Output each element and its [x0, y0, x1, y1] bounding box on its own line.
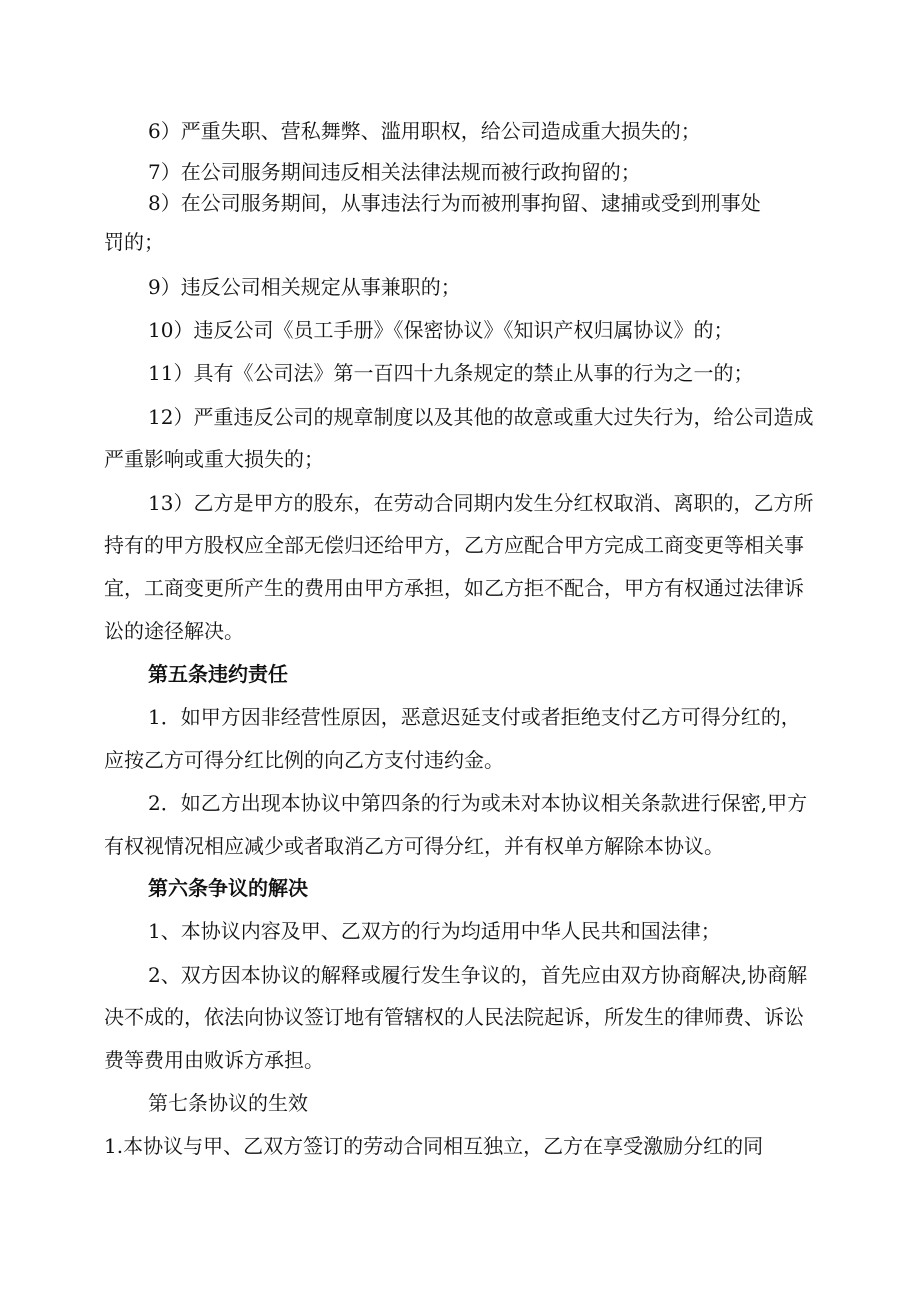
clause-item-11: 11）具有《公司法》第一百四十九条规定的禁止从事的行为之一的； [148, 361, 754, 385]
clause-item-13-line-4: 讼的途径解决。 [104, 619, 244, 643]
article-6-para-2-line-3: 费等费用由败诉方承担。 [104, 1048, 324, 1072]
article-6-para-1: 1、本协议内容及甲、乙双方的行为均适用中华人民共和国法律； [148, 919, 721, 943]
article-7-heading: 第七条协议的生效 [148, 1091, 308, 1115]
clause-item-12-line-1: 12）严重违反公司的规章制度以及其他的故意或重大过失行为，给公司造成 [148, 405, 814, 429]
article-6-heading: 第六条争议的解决 [148, 876, 308, 900]
clause-item-9: 9）违反公司相关规定从事兼职的； [148, 275, 461, 299]
clause-item-13-line-3: 宜，工商变更所产生的费用由甲方承担，如乙方拒不配合，甲方有权通过法律诉 [104, 576, 804, 600]
clause-item-8-line-2: 罚的； [104, 230, 164, 254]
clause-item-7: 7）在公司服务期间违反相关法律法规而被行政拘留的； [148, 160, 641, 184]
article-5-para-1-line-2: 应按乙方可得分红比例的向乙方支付违约金。 [104, 748, 504, 772]
clause-item-10: 10）违反公司《员工手册》《保密协议》《知识产权归属协议》的； [148, 318, 734, 342]
clause-item-13-line-2: 持有的甲方股权应全部无偿归还给甲方，乙方应配合甲方完成工商变更等相关事 [104, 533, 804, 557]
article-7-para-1-line-1: 1.本协议与甲、乙双方签订的劳动合同相互独立，乙方在享受激励分红的同 [104, 1134, 764, 1158]
article-5-para-2-line-1: 2．如乙方出现本协议中第四条的行为或未对本协议相关条款进行保密,甲方 [148, 791, 808, 815]
article-6-para-2-line-1: 2、双方因本协议的解释或履行发生争议的，首先应由双方协商解决,协商解 [148, 963, 808, 987]
article-6-para-2-line-2: 决不成的，依法向协议签订地有管辖权的人民法院起诉，所发生的律师费、诉讼 [104, 1005, 804, 1029]
clause-item-6: 6）严重失职、营私舞弊、滥用职权，给公司造成重大损失的； [148, 119, 701, 143]
clause-item-8-line-1: 8）在公司服务期间，从事违法行为而被刑事拘留、逮捕或受到刑事处 [148, 191, 761, 215]
article-5-para-1-line-1: 1．如甲方因非经营性原因，恶意迟延支付或者拒绝支付乙方可得分红的， [148, 705, 801, 729]
article-5-heading: 第五条违约责任 [148, 662, 288, 686]
clause-item-12-line-2: 严重影响或重大损失的； [104, 447, 324, 471]
clause-item-13-line-1: 13）乙方是甲方的股东，在劳动合同期内发生分红权取消、离职的，乙方所 [148, 491, 814, 515]
article-5-para-2-line-2: 有权视情况相应减少或者取消乙方可得分红，并有权单方解除本协议。 [104, 834, 724, 858]
